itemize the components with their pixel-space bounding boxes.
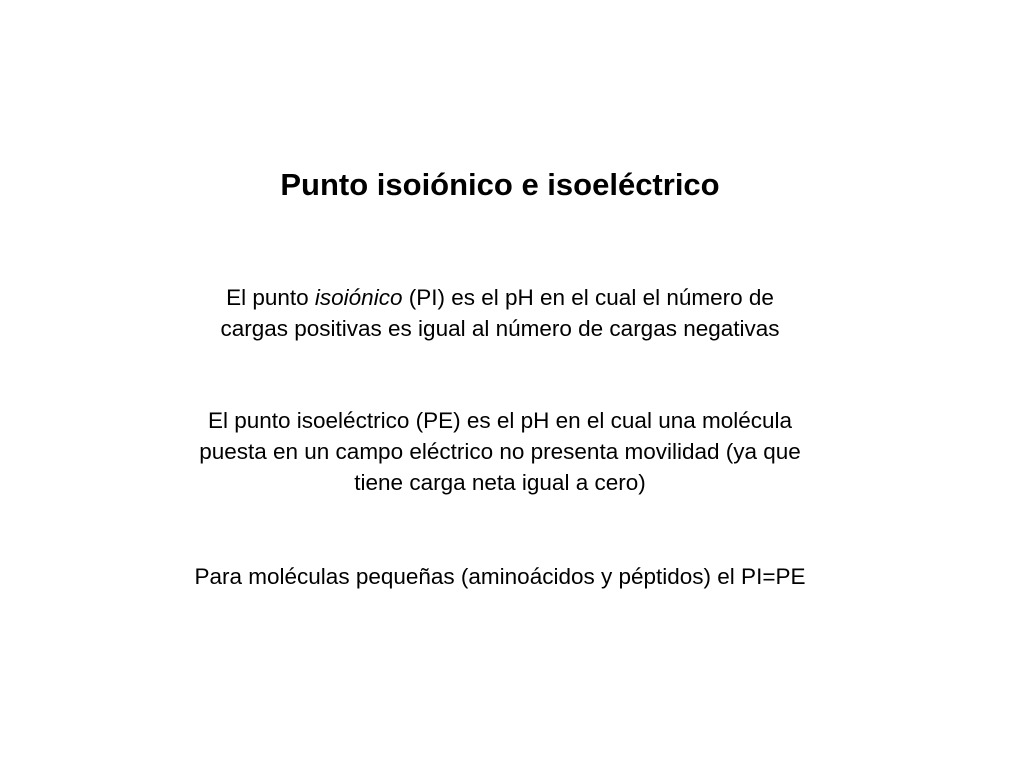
isoionic-definition-line-1 (0, 282, 1000, 313)
isoionic-definition (0, 282, 1000, 344)
slide-title: Punto isoiónico e isoeléctrico (280, 167, 720, 202)
small-molecules-note-line-1: Para moléculas pequeñas (aminoácidos y péptidos) el PI=PE (194, 564, 806, 589)
isoionic-definition-line-2: cargas positivas es igual al número de cargas negativas (220, 316, 780, 341)
isoelectric-definition-line-1: El punto isoeléctrico (PE) es el pH en el cual una molécula (207, 408, 793, 433)
isoionic-definition-lead: El punto (226, 285, 315, 310)
isoelectric-definition-line-3: tiene carga neta igual a cero) (354, 470, 646, 495)
isoionic-term: isoiónico (314, 285, 403, 310)
isoelectric-definition (0, 405, 1000, 498)
isoelectric-definition-line-2: puesta en un campo eléctrico no presenta movilidad (ya que (199, 439, 801, 464)
small-molecules-note (0, 561, 1000, 592)
isoionic-definition-rest: (PI) es el pH en el cual el número de (402, 285, 774, 310)
